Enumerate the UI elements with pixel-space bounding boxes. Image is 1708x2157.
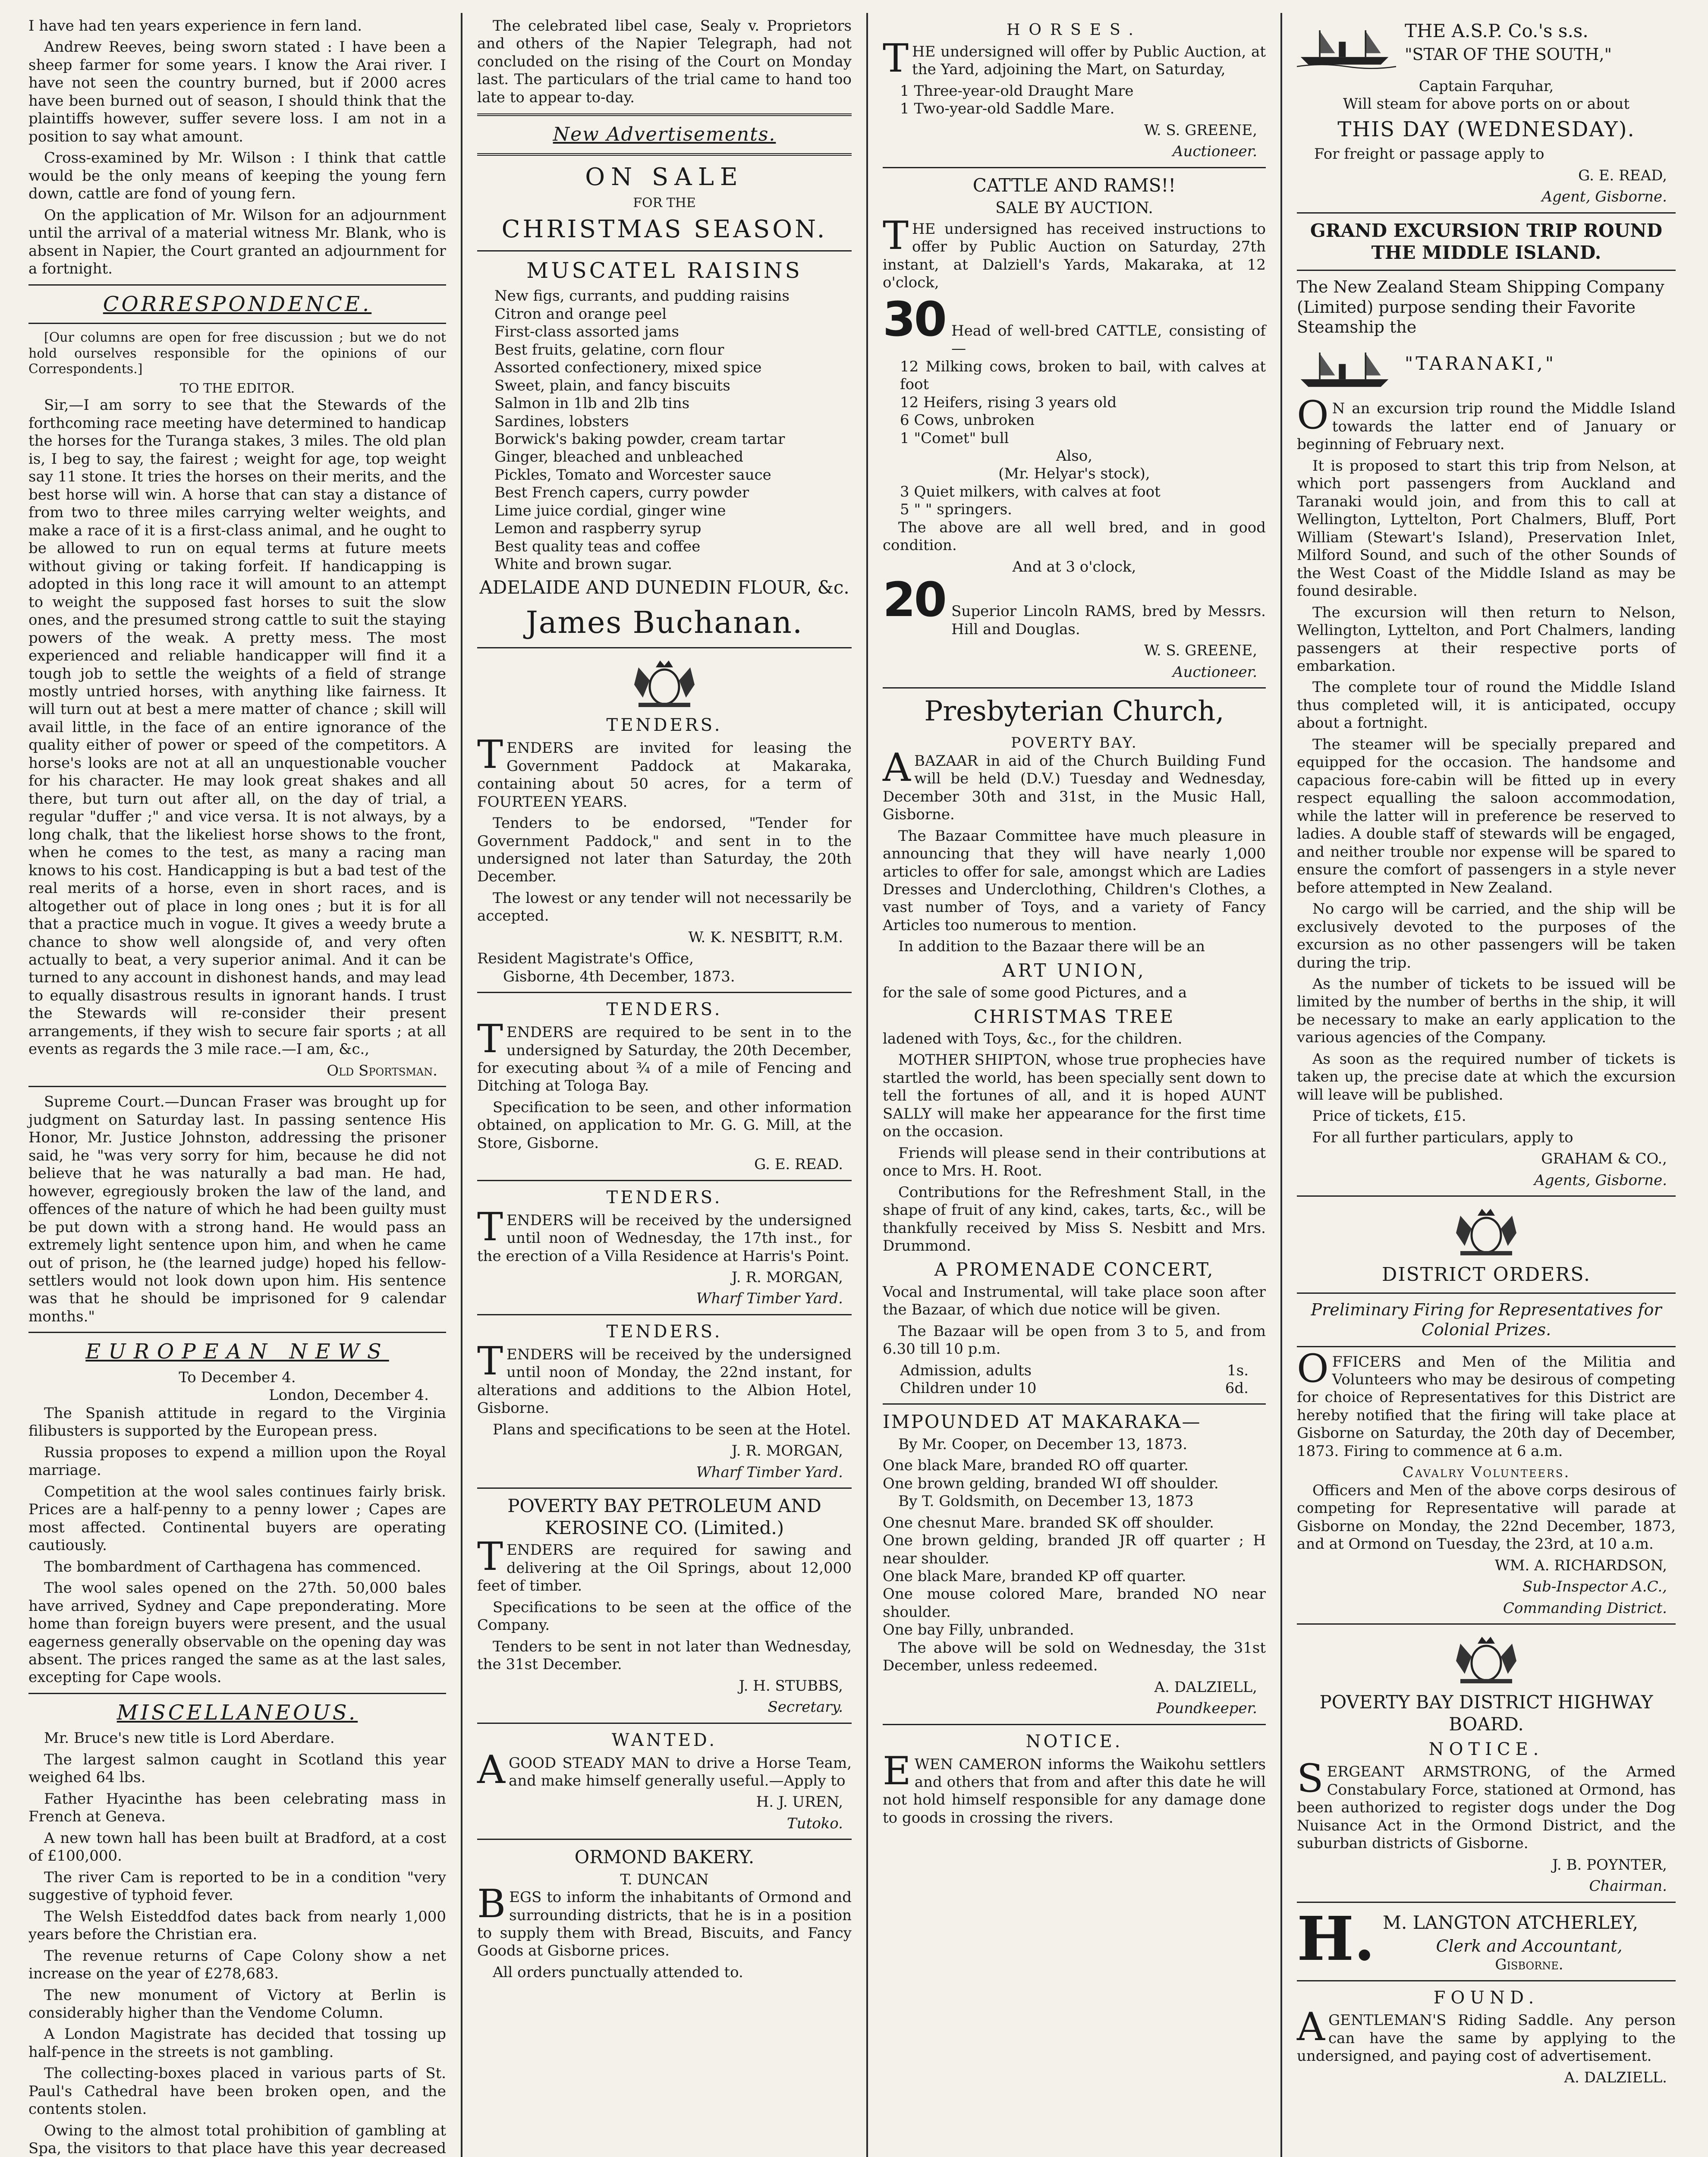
ad-body: The excursion will then return to Nelson, Wellington, Lyttelton, and Port Chalmers, landing passengers at their respective ports of embarkation. <box>1297 604 1676 675</box>
ad-body: Specifications to be seen at the office of the Company. <box>477 1598 852 1634</box>
news-item: The Welsh Eisteddfod dates back from nearly 1,000 years before the Christian era. <box>28 1908 446 1943</box>
lot-number: 20 <box>883 572 946 628</box>
divider <box>1297 1292 1676 1294</box>
list-item: New figs, currants, and pudding raisins <box>494 287 790 305</box>
ad-subheading: ADELAIDE AND DUNEDIN FLOUR, &c. <box>479 576 849 598</box>
ad-signature-line: Auctioneer. <box>1173 143 1257 160</box>
divider <box>1297 1346 1676 1347</box>
ad-body: Tenders to be endorsed, "Tender for Government Paddock," and sent in to the undersigned not later than Saturday, the 20th December. <box>477 814 852 886</box>
ad-heading: TENDERS. <box>606 1187 723 1207</box>
divider <box>477 647 852 648</box>
ad-signature: WM. A. RICHARDSON, <box>1494 1556 1667 1574</box>
list-item: 12 Heifers, rising 3 years old <box>900 393 1117 411</box>
divider <box>883 1724 1266 1725</box>
ad-body: By Mr. Cooper, on December 13, 1873. <box>898 1435 1188 1453</box>
ad-body: AGOOD STEADY MAN to drive a Horse Team, and make himself generally useful.—Apply to <box>477 1747 852 1792</box>
divider <box>477 992 852 993</box>
ad-subheading: POVERTY BAY. <box>1011 734 1138 752</box>
price-row <box>883 1380 1266 1397</box>
ad-subheading: SALE BY AUCTION. <box>995 199 1153 217</box>
ad-subheading: FOR THE <box>633 195 696 211</box>
royal-crest-icon <box>621 654 708 711</box>
merchant-name: James Buchanan. <box>525 604 803 640</box>
section-heading: CORRESPONDENCE. <box>103 292 372 316</box>
ad-signature-line: Poundkeeper. <box>1156 1700 1257 1717</box>
ad-heading: TENDERS. <box>606 715 723 736</box>
paragraph: I have had ten years experience in fern land. <box>28 17 362 35</box>
ad-signature-line: Wharf Timber Yard. <box>696 1463 843 1481</box>
ad-body: TENDERS are required for sawing and delivering at the Oil Springs, about 12,000 feet of timber. <box>477 1534 852 1595</box>
ad-body: The steamer will be specially prepared and equipped for the occasion. The handsome and capacious fore-cabin will be fitted up in every respect equalling the saloon accommodation, while the latter will in preference be reserved to ladies. A double staff of stewards will be engaged, and neither trouble nor expense will be spared to ensure the comfort of passengers in a style never before attempted in New Zealand. <box>1297 736 1676 896</box>
ad-signature: G. E. READ. <box>754 1156 843 1173</box>
ad-body: ON an excursion trip round the Middle Island towards the latter end of January or beginning of February next. <box>1297 393 1676 453</box>
list-item: Citron and orange peel <box>494 305 667 323</box>
ad-heading: M. LANGTON ATCHERLEY, <box>1383 1912 1639 1933</box>
lot-block <box>883 572 1266 638</box>
ad-subheading: ART UNION, <box>1002 959 1146 981</box>
ad-heading: ORMOND BAKERY. <box>574 1846 755 1868</box>
ad-heading: DISTRICT ORDERS. <box>1382 1264 1591 1286</box>
ad-signature-line: Agents, Gisborne. <box>1534 1171 1667 1189</box>
ad-signature: A. DALZIELL, <box>1154 1678 1257 1696</box>
ad-subheading: The New Zealand Steam Shipping Company (Limited) purpose sending their Favorite Steamship the <box>1297 277 1664 337</box>
price-label: Admission, adults <box>900 1361 1032 1379</box>
ad-body: TENDERS will be received by the undersigned until noon of Monday, the 22nd instant, for alterations and additions to the Albion Hotel, Gisborne. <box>477 1338 852 1417</box>
list-item: Lime juice cordial, ginger wine <box>494 502 726 519</box>
lot-description: Superior Lincoln RAMS, bred by Messrs. Hill and Douglas. <box>951 603 1266 638</box>
ad-body: OFFICERS and Men of the Militia and Volunteers who may be desirous of competing for choice of Representatives for this District are hereby notified that the firing will take place at Gisborne on Saturday, the 20th day of December, 1873. Firing to commence at 6 a.m. <box>1297 1346 1676 1460</box>
ad-signature-line: Wharf Timber Yard. <box>696 1290 843 1308</box>
list-item: 12 Milking cows, broken to bail, with calves at foot <box>900 358 1266 393</box>
ad-body: The above will be sold on Wednesday, the 31st December, unless redeemed. <box>883 1639 1266 1675</box>
ad-body: THE undersigned will offer by Public Auction, at the Yard, adjoining the Mart, on Saturday, <box>883 35 1266 81</box>
ad-signature-line: Chairman. <box>1589 1877 1667 1895</box>
ad-heading: ON SALE <box>585 163 744 192</box>
list-item: Best quality teas and coffee <box>494 538 701 555</box>
ad-subheading: Cavalry Volunteers. <box>1402 1464 1570 1481</box>
list-item: 1 Three-year-old Draught Mare <box>900 82 1134 100</box>
ad-body: Officers and Men of the above corps desirous of competing for Representative will parade at Gisborne on Monday, the 22nd December, 1873, and at Ormond on Tuesday, the 23rd, at 10 a.m. <box>1297 1481 1676 1553</box>
divider <box>883 687 1266 689</box>
ship-name: "TARANAKI," <box>1405 353 1557 374</box>
ad-signature: W. S. GREENE, <box>1144 121 1257 139</box>
divider <box>1297 1980 1676 1981</box>
column-2 <box>462 17 867 2157</box>
list-item: Lemon and raspberry syrup <box>494 520 701 538</box>
list-item: Best French capers, curry powder <box>494 484 749 502</box>
list-item: Salmon in 1lb and 2lb tins <box>494 395 690 412</box>
divider <box>1297 1195 1676 1197</box>
ad-body: TENDERS will be received by the undersigned until noon of Wednesday, the 17th inst., for the erection of a Villa Residence at Harris's Point. <box>477 1204 852 1265</box>
auction-list <box>883 483 1266 519</box>
divider <box>477 153 852 156</box>
supreme-court-item: Supreme Court.—Duncan Fraser was brought up for judgment on Saturday last. In passing sentence His Honor, Mr. Justice Johnston, addressing the prisoner said, he "was very sorry for him, because he did not believe that he was naturally a bad man. He had, however, egregiously broken the law of the land, and offences of the nature of which he had been guilty must be put down with a strong hand. He would pass an extremely light sentence upon him, and when he came out of prison, he (the learned judge) hoped his fellow-settlers would not look down upon him. His sentence was that he should be imprisoned for 9 calendar months." <box>28 1093 446 1325</box>
ad-body: SERGEANT ARMSTRONG, of the Armed Constabulary Force, stationed at Ormond, has been authorized to register dogs under the Dog Nuisance Act in the Ormond District, and the suburban districts of Gisborne. <box>1297 1756 1676 1852</box>
ad-signature: J. R. MORGAN, <box>731 1269 843 1286</box>
list-item: One mouse colored Mare, branded NO near shoulder. <box>883 1585 1266 1621</box>
ad-body: for the sale of some good Pictures, and a <box>883 984 1187 1002</box>
ad-signature: GRAHAM & CO., <box>1541 1150 1667 1168</box>
list-item: Pickles, Tomato and Worcester sauce <box>494 466 771 484</box>
ad-body: THE undersigned has received instructions to offer by Public Auction on Saturday, 27th instant, at Dalziell's Yards, Makaraka, at 12 o'clock, <box>883 213 1266 292</box>
ad-body: By T. Goldsmith, on December 13, 1873 <box>898 1493 1194 1510</box>
ad-signature: J. R. MORGAN, <box>731 1442 843 1460</box>
divider <box>883 167 1266 168</box>
divider <box>477 1839 852 1840</box>
ad-signature-line: Commanding District. <box>1503 1599 1667 1617</box>
news-item: Russia proposes to expend a million upon the Royal marriage. <box>28 1443 446 1479</box>
ad-office: Resident Magistrate's Office, <box>477 950 694 968</box>
lot-block <box>883 291 1266 358</box>
price-value: 1s. <box>1227 1361 1249 1379</box>
list-item: White and brown sugar. <box>494 556 673 573</box>
ad-heading: WANTED. <box>611 1730 717 1750</box>
ad-heading: HORSES. <box>1007 21 1142 39</box>
ad-line: For freight or passage apply to <box>1314 145 1544 163</box>
ad-signature: A. DALZIELL. <box>1564 2069 1667 2086</box>
ad-heading: GRAND EXCURSION TRIP ROUND THE MIDDLE ISLAND. <box>1310 220 1663 264</box>
ad-body: The lowest or any tender will not necessarily be accepted. <box>477 889 852 925</box>
section-heading: MISCELLANEOUS. <box>116 1700 358 1725</box>
divider <box>28 1086 446 1087</box>
news-item: The river Cam is reported to be in a condition "very suggestive of typhoid fever. <box>28 1868 446 1904</box>
news-item: The collecting-boxes placed in various parts of St. Paul's Cathedral have been broken open, and the contents stolen. <box>28 2065 446 2118</box>
ad-heading: MUSCATEL RAISINS <box>526 258 802 283</box>
section-heading: New Advertisements. <box>553 123 776 146</box>
ad-signature-line: Tutoko. <box>787 1814 843 1832</box>
list-item: Ginger, bleached and unbleached <box>494 448 744 466</box>
ad-body: It is proposed to start this trip from Nelson, at which port passengers from Auckland and Taranaki would join, and from this to call at Wellington, Lyttelton, Port Chalmers, Bluff, Port William (Stewart's Island), Preservation Inlet, Milford Sound, and such of the other Sounds of the West Coast of the Middle Island as may be found desirable. <box>1297 457 1676 600</box>
list-item: One brown gelding, branded WI off shoulder. <box>883 1475 1219 1492</box>
ad-body: For all further particulars, apply to <box>1312 1129 1573 1146</box>
column-3 <box>867 17 1281 2157</box>
news-item: The largest salmon caught in Scotland this year weighed 64 lbs. <box>28 1751 446 1786</box>
ad-body: The above are all well bred, and in good condition. <box>883 519 1266 554</box>
ad-signature: J. H. STUBBS, <box>739 1677 843 1695</box>
ad-body: Vocal and Instrumental, will take place soon after the Bazaar, of which due notice will be given. <box>883 1283 1266 1319</box>
initial-letter: H. <box>1297 1909 1375 1974</box>
divider <box>28 323 446 324</box>
ad-body: ladened with Toys, &c., for the children. <box>883 1030 1183 1047</box>
list-item: One brown gelding, branded JR off quarter ; H near shoulder. <box>883 1532 1266 1567</box>
news-item: Competition at the wool sales continues fairly brisk. Prices are a half-penny to a penny lower ; Capes are most affected. Continental buyers are operating cautiously. <box>28 1483 446 1554</box>
ad-heading: TENDERS. <box>606 1000 723 1020</box>
ad-heading: CHRISTMAS SEASON. <box>501 215 827 243</box>
divider <box>477 250 852 252</box>
column-1 <box>13 17 462 2157</box>
ad-heading: POVERTY BAY PETROLEUM AND KEROSINE CO. (Limited.) <box>507 1495 821 1539</box>
ad-body: Friends will please send in their contributions at once to Mrs. H. Root. <box>883 1144 1266 1180</box>
ad-heading: POVERTY BAY DISTRICT HIGHWAY BOARD. <box>1319 1692 1653 1735</box>
ad-heading: IMPOUNDED AT MAKARAKA— <box>883 1411 1202 1433</box>
list-item: Sardines, lobsters <box>494 412 629 430</box>
ad-signature: J. B. POYNTER, <box>1552 1856 1667 1874</box>
ad-date: Gisborne, 4th December, 1873. <box>503 968 735 985</box>
ad-signature-line: Agent, Gisborne. <box>1541 188 1667 206</box>
goods-list <box>477 287 852 574</box>
ad-body: MOTHER SHIPTON, whose true prophecies have startled the world, has been specially sent down to tell the fortunes of all, and it is hoped AUNT SALLY will make her appearance for the first time on the occasion. <box>883 1051 1266 1141</box>
news-item: Mr. Bruce's new title is Lord Aberdare. <box>44 1729 335 1747</box>
ad-signature-line: Secretary. <box>767 1698 843 1716</box>
auction-list <box>883 82 1266 118</box>
ad-body: ABAZAAR in aid of the Church Building Fund will be held (D.V.) Tuesday and Wednesday, December 30th and 31st, in the Music Hall, Gisborne. <box>883 745 1266 824</box>
news-item: Owing to the almost total prohibition of gambling at Spa, the visitors to that place have this year decreased <box>28 2122 446 2157</box>
list-item: 3 Quiet milkers, with calves at foot <box>900 483 1161 500</box>
ad-body: EWEN CAMERON informs the Waikohu settlers and others that from and after this date he will not hold himself responsible for any damage done to goods in crossing the rivers. <box>883 1748 1266 1827</box>
list-item: One chesnut Mare. branded SK off shoulder. <box>883 1514 1214 1531</box>
ad-body: No cargo will be carried, and the ship will be exclusively devoted to the purposes of the excursion as no other passengers will be taken during the trip. <box>1297 900 1676 972</box>
news-item: The new monument of Victory at Berlin is considerably higher than the Vendome Column. <box>28 1986 446 2022</box>
divider <box>477 1314 852 1315</box>
ad-signature-line: Sub-Inspector A.C., <box>1522 1578 1667 1596</box>
ad-signature: H. J. UREN, <box>756 1793 843 1811</box>
paragraph: The celebrated libel case, Sealy v. Proprietors and others of the Napier Telegraph, had not concluded on the rising of the Court on Monday last. The particulars of the trial came to hand too late to appear to-day. <box>477 17 852 106</box>
list-item: First-class assorted jams <box>494 323 679 341</box>
ad-heading: NOTICE. <box>1025 1731 1123 1751</box>
ad-body: AGENTLEMAN'S Riding Saddle. Any person can have the same by applying to the undersigned, and paying cost of advertisement. <box>1297 2004 1676 2065</box>
column-4 <box>1281 17 1691 2157</box>
atcherley-card <box>1297 1909 1676 1974</box>
ad-body: All orders punctually attended to. <box>493 1963 743 1981</box>
divider <box>1297 1623 1676 1625</box>
news-item: The Spanish attitude in regard to the Virginia filibusters is supported by the European press. <box>28 1404 446 1440</box>
divider <box>1297 1902 1676 1903</box>
ad-line: Will steam for above ports on or about <box>1343 95 1630 113</box>
divider <box>28 1693 446 1694</box>
news-item: The revenue returns of Cape Colony show a net increase on the year of £278,683. <box>28 1947 446 1983</box>
ad-body: Specification to be seen, and other information obtained, on application to Mr. G. G. Mill, at the Store, Gisborne. <box>477 1098 852 1152</box>
ad-body: In addition to the Bazaar there will be an <box>898 938 1205 956</box>
ad-line: Gisborne. <box>1495 1956 1563 1974</box>
royal-crest-icon <box>1443 1631 1529 1687</box>
ad-signature: W. S. GREENE, <box>1144 642 1257 660</box>
list-item: 1 "Comet" bull <box>900 429 1009 447</box>
list-item: Assorted confectionery, mixed spice <box>494 359 762 377</box>
ad-body: As the number of tickets to be issued will be limited by the number of berths in the ship, it will be necessary to make an early application to the various agencies of the Company. <box>1297 975 1676 1047</box>
news-item: A new town hall has been built at Bradford, at a cost of £100,000. <box>28 1829 446 1865</box>
divider <box>883 1403 1266 1405</box>
section-heading: EUROPEAN NEWS <box>85 1339 389 1364</box>
news-item: The bombardment of Carthagena has commenced. <box>44 1558 421 1575</box>
letter-signature: Old Sportsman. <box>327 1062 437 1079</box>
ad-body: BEGS to inform the inhabitants of Ormond and surrounding districts, that he is in a position to supply them with Bread, Biscuits, and Fancy Goods at Gisborne prices. <box>477 1881 852 1960</box>
divider <box>477 1180 852 1181</box>
list-item: Best fruits, gelatine, corn flour <box>494 341 724 358</box>
ad-body: The Bazaar will be open from 3 to 5, and from 6.30 till 10 p.m. <box>883 1322 1266 1358</box>
list-item: Borwick's baking powder, cream tartar <box>494 430 785 448</box>
ad-body: TENDERS are required to be sent in to the undersigned by Saturday, the 20th December, for executing about ¾ of a mile of Fencing and Ditching at Tologa Bay. <box>477 1016 852 1095</box>
list-item: 1 Two-year-old Saddle Mare. <box>900 100 1115 118</box>
paragraph: Cross-examined by Mr. Wilson : I think that cattle would be the only means of keeping the young fern down, cattle are fond of young fern. <box>28 149 446 203</box>
divider <box>28 1332 446 1333</box>
paragraph: Andrew Reeves, being sworn stated : I have been a sheep farmer for some years. I know the Arai river. I have not seen the country burned, but if 2000 acres have been burned out of season, I should think that the plaintiffs however, suffer severe loss. I am not in a position to say what amount. <box>28 38 446 145</box>
subheading: To December 4. <box>179 1368 296 1386</box>
divider <box>477 1723 852 1724</box>
ad-body: TENDERS are invited for leasing the Government Paddock at Makaraka, containing about 50 acres, for a term of FOURTEEN YEARS. <box>477 732 852 811</box>
ad-signature: W. K. NESBITT, R.M. <box>688 928 843 946</box>
auction-list <box>883 358 1266 447</box>
divider <box>477 113 852 116</box>
ad-subheading: Clerk and Accountant, <box>1436 1936 1623 1956</box>
ad-line: Captain Farquhar, <box>1419 78 1554 95</box>
divider <box>1297 270 1676 271</box>
list-item: 6 Cows, unbroken <box>900 412 1035 429</box>
ad-heading: Presbyterian Church, <box>924 695 1224 728</box>
ad-heading: FOUND. <box>1433 1987 1539 2008</box>
divider <box>477 1487 852 1489</box>
ad-body: As soon as the required number of tickets is taken up, the precise date at which the excursion will leave will be published. <box>1297 1050 1676 1104</box>
list-item: One black Mare, branded KP off quarter. <box>883 1568 1186 1585</box>
ad-subheading: A PROMENADE CONCERT, <box>934 1259 1214 1280</box>
ad-subheading: CHRISTMAS TREE <box>973 1006 1175 1027</box>
ad-body: Plans and specifications to be seen at the Hotel. <box>493 1421 851 1438</box>
ship-name: "STAR OF THE SOUTH," <box>1405 45 1612 64</box>
ad-body: Tenders to be sent in not later than Wednesday, the 31st December. <box>477 1638 852 1673</box>
list-item: One black Mare, branded RO off quarter. <box>883 1457 1189 1475</box>
lot-description: Head of well-bred CATTLE, consisting of— <box>951 322 1266 358</box>
price-row <box>883 1362 1266 1380</box>
ad-signature-line: Auctioneer. <box>1173 663 1257 681</box>
ad-body: Contributions for the Refreshment Stall, in the shape of fruit of any kind, cakes, tarts, &c., will be thankfully received by Miss S. Nesbitt and Mrs. Drummond. <box>883 1183 1266 1255</box>
royal-crest-icon <box>1443 1203 1529 1259</box>
list-item: 5 " " springers. <box>900 501 1012 519</box>
subheading: TO THE EDITOR. <box>179 380 295 396</box>
ad-heading: THE A.S.P. Co.'s s.s. <box>1405 20 1588 41</box>
ad-subheading: T. DUNCAN <box>620 1871 709 1888</box>
ad-body: The Bazaar Committee have much pleasure in announcing that they will have nearly 1,000 articles to offer for sale, amongst which are Ladies Dresses and Underclothing, Children's Clothes, a vast number of Toys, and a variety of Fancy Articles too numerous to mention. <box>883 827 1266 934</box>
paragraph: On the application of Mr. Wilson for an adjournment until the arrival of a material witness Mr. Blank, who is absent in Napier, the Court granted an adjournment for a fortnight. <box>28 206 446 278</box>
editorial-note: [Our columns are open for free discussion ; but we do not hold ourselves responsible for the opinions of our Correspondents.] <box>28 330 446 377</box>
list-item: Sweet, plain, and fancy biscuits <box>494 377 730 394</box>
steamship-icon <box>1297 22 1396 73</box>
news-item: A London Magistrate has decided that tossing up half-pence in the streets is not gambling. <box>28 2025 446 2061</box>
dateline: London, December 4. <box>269 1387 429 1404</box>
price-label: Children under 10 <box>900 1380 1037 1397</box>
letter-body: Sir,—I am sorry to see that the Stewards of the forthcoming race meeting have determined to handicap the horses for the Turanga stakes, 3 miles. The old plan is, I beg to say, the fairest ; weight for age, top weight say 11 stone. It tries the horses on their merits, and the best horse will win. A horse that can stay a distance of from two to three miles carrying welter weights, and make a race of it is a first-class animal, and he ought to be allowed to run on equal terms at future meets without giving or taking forfeit. If handicapping is adopted in this long race it will amount to an attempt to weight the supposed fast horses to suit the slow ones, and the presumed strong cattle to suit the staying powers of the weak. A pretty mess. The most experienced and reliable handicapper will find it a tough job to settle the weights of a field of strange mostly untried horses, with anything like fairness. It will turn out at best a mere matter of chance ; skill will avail little, in the face of an entire ignorance of the quality either of power or speed of the competitors. A horse's looks are not at all an unquestionable voucher for his character. He may look great shakes and all there, but turn out after all, on the day of trial, a regular "duffer ;" and vice versa. It is not always, by a long chalk, that the likeliest horse shows to the front, when he comes to the test, as many a racing man knows to his cost. Handicapping is but a bad test of the real merits of a horse, even in short races, and is altogether out of place in long ones ; but it is for all that a practice much in vogue. It gives a weedy brute a chance to show well alongside of, and very often actually to beat, a very superior animal. And it can be turned to any account in dishonest hands, and may lead to equally disastrous results in ignorant hands. I trust the Stewards will re-consider their present arrangements, if they wish to secure fair sports ; at all events as regards the 3 mile race.—I am, &c., <box>28 396 446 1058</box>
ad-subheading: Preliminary Firing for Representatives for Colonial Prizes. <box>1311 1300 1662 1339</box>
ad-signature: G. E. READ, <box>1578 167 1667 184</box>
news-item: Father Hyacinthe has been celebrating mass in French at Geneva. <box>28 1790 446 1826</box>
ad-line: Also, <box>1056 447 1093 465</box>
ad-line: And at 3 o'clock, <box>1012 558 1136 575</box>
ad-heading: THIS DAY (WEDNESDAY). <box>1337 117 1635 141</box>
ad-heading: CATTLE AND RAMS!! <box>972 174 1176 196</box>
news-item: The wool sales opened on the 27th. 50,000 bales have arrived, Sydney and Cape preponderating. More home than foreign buyers were present, and the usual eagerness generally observable on the opening day was absent. The prices ranged the same as at the last sales, excepting for Cape wools. <box>28 1579 446 1686</box>
price-value: 6d. <box>1225 1380 1249 1397</box>
ad-body: Price of tickets, £15. <box>1312 1107 1466 1125</box>
ad-line: (Mr. Helyar's stock), <box>998 465 1150 483</box>
steamship-icon <box>1297 344 1396 396</box>
divider <box>28 284 446 286</box>
ad-subheading: NOTICE. <box>1428 1739 1544 1759</box>
list-item: One bay Filly, unbranded. <box>883 1621 1074 1639</box>
ad-body: The complete tour of round the Middle Island thus completed will, it is anticipated, occupy about a fortnight. <box>1297 679 1676 732</box>
lot-number: 30 <box>883 291 946 347</box>
ad-heading: TENDERS. <box>606 1321 723 1342</box>
divider <box>1297 212 1676 214</box>
